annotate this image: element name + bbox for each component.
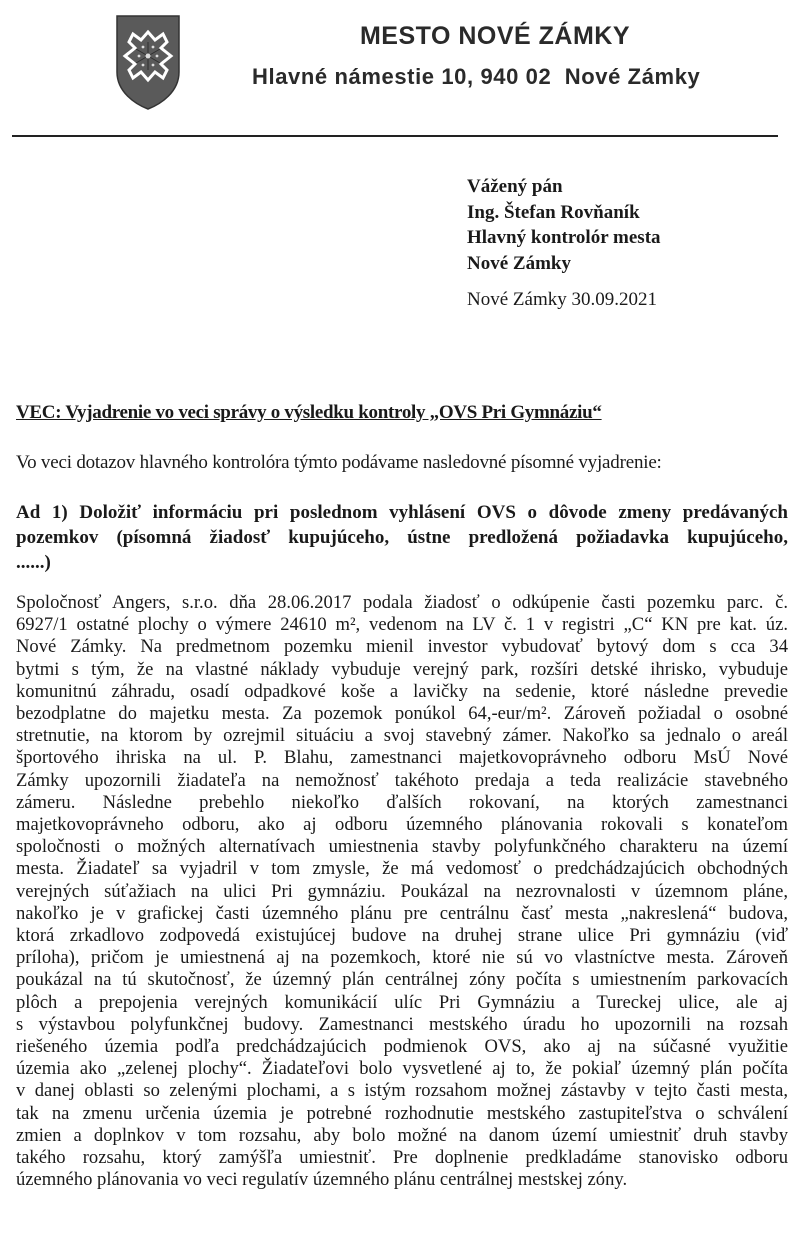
addressee-city: Nové Zámky	[467, 252, 571, 274]
body-paragraph	[16, 592, 788, 1191]
body-line: takého rozsahu, ktorý zamýšľa umiestniť. Pre doplnenie predkladáme stanovisko odboru	[16, 1147, 788, 1169]
intro-paragraph: Vo veci dotazov hlavného kontrolóra týmto podávame nasledovné písomné vyjadrenie:	[16, 452, 662, 473]
letterhead-divider	[12, 135, 778, 137]
subject-line: VEC: Vyjadrenie vo veci správy o výsledku kontroly „OVS Pri Gymnáziu“	[16, 402, 602, 423]
body-line: majetkovoprávneho odboru, ako aj odboru územného plánovania rokovali s konateľom	[16, 814, 788, 836]
body-line: poukázal na tú skutočnosť, že územný plán centrálnej zóny počíta s umiestnením parkovacích	[16, 969, 788, 991]
body-line: územia ako „zelenej plochy“. Žiadateľovi bolo vysvetlené aj to, že pokiaľ územný plán počíta	[16, 1058, 788, 1080]
body-line: nakoľko je v grafickej časti územného plánu pre centrálnu časť mesta „nakreslená“ budova,	[16, 902, 788, 924]
letterhead-title: MESTO NOVÉ ZÁMKY	[359, 22, 631, 50]
addressee-salutation: Vážený pán	[467, 176, 563, 197]
body-line: zámeru. Následne prebehlo niekoľko ďalších rokovaní, na ktorých zamestnanci	[16, 791, 788, 813]
body-line: plôch a prepojenia verejných komunikácií ulíc Pri Gymnáziu a Tureckej ulice, ale aj	[16, 991, 788, 1013]
body-line: športového ihriska na ul. P. Blahu, zamestnanci majetkovoprávneho odboru MsÚ Nové	[16, 747, 788, 769]
body-line: 6927/1 ostatné plochy o výmere 24610 m², vedenom na LV č. 1 v registri „C“ KN pre kat. úz.	[16, 614, 788, 636]
addressee-position: Hlavný kontrolór mesta	[467, 227, 661, 248]
body-line: riešeného územia podľa predchádzajúcich podmienok OVS, ako aj na súčasné využitie	[16, 1036, 788, 1058]
body-line: príloha), pričom je umiestnená aj na pozemkoch, ktoré nie sú vo vlastníctve mesta. Zároveň	[16, 947, 788, 969]
body-line: zmien a doplnkov v tom rozsahu, aby bolo možné na danom území umiestniť druh stavby	[16, 1124, 788, 1146]
body-line: Spoločnosť Angers, s.r.o. dňa 28.06.2017 podala žiadosť o odkúpenie časti pozemku parc. č.	[16, 592, 788, 613]
body-line: bytmi s tým, že na vlastné náklady vybuduje verejný park, rozšíri detské ihrisko, vybuduje	[16, 658, 788, 680]
body-line: v danej oblasti so zelenými plochami, a s istým rozsahom možnej zástavby v tejto časti mesta,	[16, 1080, 788, 1102]
body-line: mesta. Žiadateľ sa vyjadril v tom zmysle, že má vedomosť o predchádzajúcich obchodných	[16, 858, 788, 880]
body-line: s výstavbou polyfunkčnej budovy. Zamestnanci mestského úradu ho upozornili na rozsah	[16, 1013, 788, 1035]
addressee-block	[467, 174, 661, 276]
body-line: bezodplatne do majetku mesta. Za pozemok ponúkol 64,-eur/m². Zároveň požiadal o osobné	[16, 703, 788, 725]
body-line: Zámky upozornili žiadateľa na nemožnosť takéhoto predaja a teda realizácie stavebného	[16, 769, 788, 791]
letterhead-address: Hlavné námestie 10, 940 02 Nové Zámky	[252, 64, 701, 89]
body-line: stretnutie, na ktorom by ozrejmil situáciu a svoj stavebný zámer. Nakoľko sa jednalo o areál	[16, 725, 788, 747]
body-line: tak na zmenu určenia územia je potrebné rozhodnutie mestského zastupiteľstva o schválení	[16, 1102, 788, 1124]
body-line: komunitnú záhradu, osadí odpadkové koše a lavičky na sedenie, ktoré následne prevedie	[16, 680, 788, 702]
point-heading-line: Ad 1) Doložiť informáciu pri poslednom vyhlásení OVS o dôvode zmeny predávaných	[16, 502, 788, 523]
addressee-name: Ing. Štefan Rovňaník	[467, 201, 640, 223]
body-line: verejných súťažiach na ulici Pri gymnáziu. Poukázal na nezrovnalosti v územnom pláne,	[16, 880, 788, 902]
point-heading	[16, 500, 788, 575]
point-heading-line: ......)	[16, 552, 51, 573]
body-line: spoločnosti o možných alternatívach umiestnenia stavby polyfunkčného charakteru na území	[16, 836, 788, 858]
date-line: Nové Zámky 30.09.2021	[467, 289, 657, 310]
point-heading-line: pozemkov (písomná žiadosť kupujúceho, ústne predložená požiadavka kupujúceho,	[16, 527, 788, 548]
body-line: Nové Zámky. Na predmetnom pozemku mienil investor vybudovať bytový dom s cca 34	[16, 636, 788, 658]
body-line: ktorá zrkadlovo zodpovedá existujúcej budove na druhej strane ulice Pri gymnáziu (viď	[16, 925, 788, 947]
body-line: územného plánovania vo veci regulatív územného plánu centrálnej mestskej zóny.	[16, 1169, 628, 1191]
